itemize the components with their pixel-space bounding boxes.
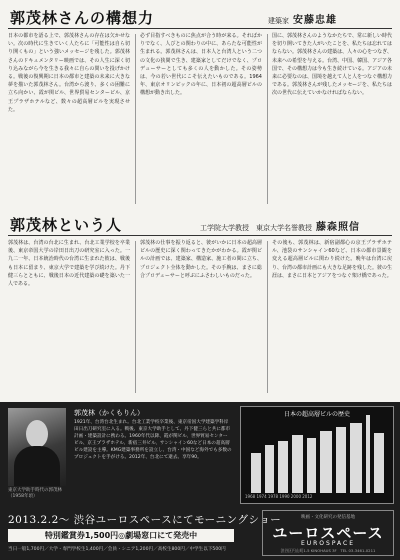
building-silhouette: [336, 427, 346, 493]
theater-name-english: EUROSPACE: [300, 540, 356, 547]
essay-column-3: 国に、郭茂林さんのようなかたちで、常に新しい時代を切り開いてきた人がいたことを、私たちは忘れてはならない。郭茂林さんの建築は、人々の心をつなぎ、未来への希望を与える。台湾、中国、韓国、アジア各国で、その構想力は今も生き続けている。アジアの未来に必要なのは、国境を越えて人と人をつなぐ構想力である。郭茂林さんが残したメッセージを、私たちは次の世代に伝えていかなければならない。: [272, 33, 392, 97]
profile-column-2: 郭茂林の仕事を振り返ると、彼がいかに日本の超高層ビルの歴史に深く関わってきたかがわかる。霞が関ビルの計画では、建築家、構造家、施工者の間に立ち、プロジェクト全体を動かした。その手腕は、まさに総合プロデューサーと呼ぶにふさわしいものだった。: [140, 240, 262, 279]
building-silhouette: [265, 445, 274, 493]
profile-author-role: 工学院大学教授 東京大学名誉教授: [200, 224, 312, 232]
essay-rule: [8, 28, 392, 29]
profile-column-divider-2: [267, 241, 268, 393]
essay-title: 郭茂林さんの構想力: [10, 9, 155, 27]
theater-tagline: 映画・文化研究の発信基地: [301, 515, 355, 520]
building-silhouette: [374, 433, 384, 493]
profile-column-1: 郭茂林は、台湾の台北に生まれ、台北工業学校を卒業後、東京帝国大学の岸田日出刀の研究室に入った。一九二一年、日本統治時代の台湾に生まれた彼は、戦後も日本に留まり、東京大学で建築を学び続けた。丹下健三らとともに、戦後日本の近代建築の礎を築いた一人である。: [8, 240, 130, 288]
tower-silhouette: [366, 415, 370, 493]
portrait-photo: [8, 408, 66, 486]
profile-column-3: その後も、郭茂林は、新宿副都心の京王プラザホテル、池袋のサンシャイン60など、日本の都市景観を変える超高層ビルに関わり続けた。晩年は台湾に戻り、台湾の都市計画にも大きな足跡を残した。彼の生涯は、まさに日本とアジアをつなぐ架け橋であった。: [272, 240, 392, 279]
essay-column-1: 日本の都市を語る上で、郭茂林さんの存在は欠かせない。次の時代に生きていく人たちに「可能性は自ら切り開くもの」という強いメッセージを残した。郭茂林さんのドキュメンタリー映画では、その人生に深く切り込みながら今を生きる我々に自らの問いを投げかける。戦後の復興期に日本の都市と建築の未来に大きな夢を描いた郭茂林さん。台湾から渡り、多くの困難に立ち向かい、霞が関ビル、世界貿易センタービル、京王プラザホテルなど、数々の超高層ビルを実現させた。: [8, 33, 130, 113]
essay-column-divider-1: [135, 34, 136, 204]
building-silhouette: [251, 453, 261, 493]
essay-author-role: 建築家: [268, 17, 289, 25]
building-silhouette: [307, 438, 316, 493]
ticket-prices: 当日一般1,700円／大学・専門学校生1,400円／会員・シニア1,200円／高校生800円／中学生以下500円: [8, 547, 226, 552]
theater-logo: [262, 510, 394, 556]
skyscraper-history-figure: [240, 406, 394, 504]
profile-column-divider-1: [135, 241, 136, 393]
theater-address: 渋谷区円山町1-5 KINOHAUS 3F TEL 03-3461-0211: [280, 548, 376, 553]
essay-author-name: 安藤忠雄: [293, 15, 337, 26]
building-silhouette: [292, 435, 303, 493]
building-silhouette: [278, 441, 288, 493]
ticket-banner: 特別鑑賞券1,500円◎劇場窓口にて発売中: [8, 529, 234, 542]
building-silhouette: [350, 423, 362, 493]
bio-name: 郭茂林（かくもりん）: [74, 409, 144, 417]
footer-panel: [0, 402, 400, 560]
bio-text: 1921年、台湾台北生まれ。台北工業学校卒業後、東京帝国大学建築学科岸田日出刀研究室に入る。戦後、東京大学助手として、丹下健三らと共に都市計画・建築設計に携わる。1960年代以降、霞が関ビル、世界貿易センタービル、京王プラザホテル、新宿三井ビル、サンシャイン60など日本の超高層ビル建設を主導。KMG建築事務所を設立し、台湾・中国など海外でも多数のプロジェクトを手がける。2012年、台北にて逝去。享年90。: [74, 420, 232, 460]
theater-name: ユーロスペース: [272, 524, 384, 542]
building-silhouette: [320, 431, 332, 493]
essay-column-divider-2: [267, 34, 268, 204]
skyscraper-figure-title: 日本の超高層ビルの歴史: [283, 411, 350, 418]
portrait-body: [14, 446, 60, 486]
skyscraper-figure-axis: 1968 1974 1978 1990 2000 2012: [245, 494, 313, 499]
profile-byline: [200, 218, 360, 233]
essay-byline: [268, 11, 337, 26]
portrait-face: [26, 420, 48, 448]
photo-caption: 東京大学助手時代の郭茂林（1958年頃）: [8, 488, 62, 499]
essay-column-2: 必ず目指すべきものに焦点が合う時が来る。そればかりでなく、人びとの関わりの中に、あらたな可能性が生まれる。郭茂林さんは、日本人と台湾人という二つの文化の狭間で生き、建築家としてだけでなく、プロデューサーとしても多くの人を動かした。その姿勢は、今の若い世代にこそ伝えたいものである。1964年、東京オリンピックの年に、日本初の超高層ビルの構想が動き出した。: [140, 33, 262, 97]
profile-title: 郭茂林という人: [10, 216, 123, 234]
profile-author-name: 藤森照信: [316, 222, 360, 233]
profile-rule: [8, 235, 392, 236]
screening-date: 2013.2.2〜 渋谷ユーロスペースにてモーニングショー: [8, 514, 282, 526]
